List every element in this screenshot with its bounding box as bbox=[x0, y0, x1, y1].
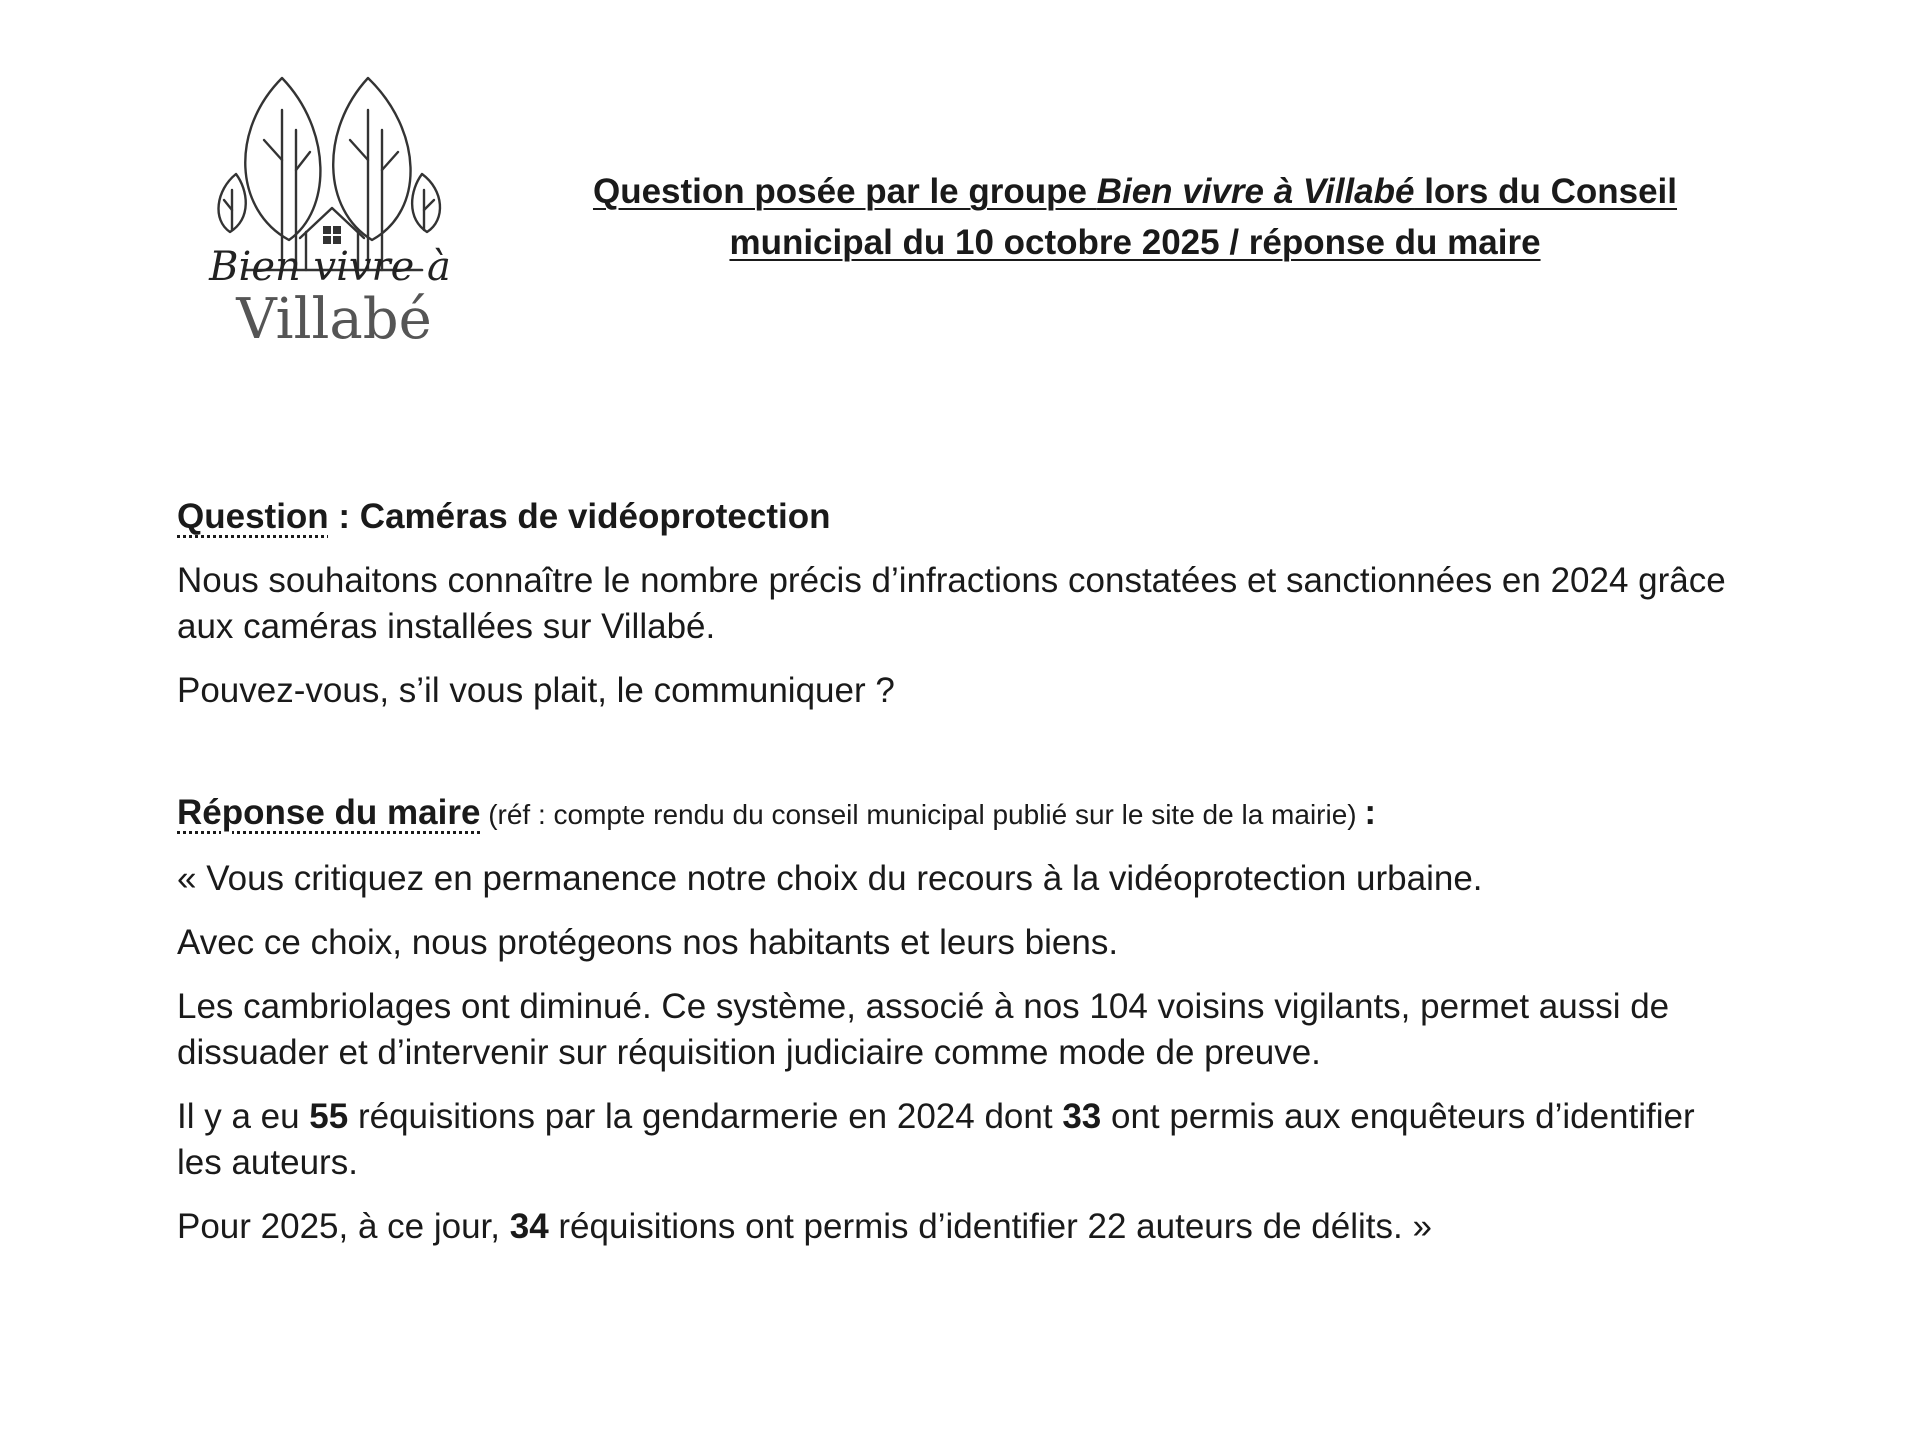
answer-p4-number-2: 33 bbox=[1062, 1097, 1102, 1136]
logo-line1: Bien vivre à bbox=[209, 244, 451, 290]
question-label: Question bbox=[177, 497, 329, 536]
logo bbox=[172, 70, 502, 352]
question-heading bbox=[177, 494, 1737, 540]
answer-p5-number: 34 bbox=[509, 1207, 549, 1246]
logo-line2: Villabé bbox=[236, 287, 432, 352]
title-part1: Question posée par le groupe bbox=[592, 172, 1097, 211]
answer-colon: : bbox=[1364, 793, 1377, 832]
answer-paragraph-4 bbox=[177, 1094, 1737, 1186]
answer-p4-a: Il y a eu bbox=[177, 1097, 310, 1136]
question-paragraph-2: Pouvez-vous, s’il vous plait, le communiquer ? bbox=[177, 671, 895, 710]
question-paragraph-1: Nous souhaitons connaître le nombre précis d’infractions constatées et sanctionnées en 2024 grâce aux caméras installées sur Villabé. bbox=[177, 561, 1726, 646]
answer-paragraph-1: « Vous critiquez en permanence notre choix du recours à la vidéoprotection urbaine. bbox=[177, 859, 1483, 898]
document-body bbox=[177, 494, 1737, 1268]
answer-heading bbox=[177, 790, 1737, 838]
answer-ref: (réf : compte rendu du conseil municipal publié sur le site de la mairie) bbox=[480, 799, 1365, 830]
title-group-name: Bien vivre à Villabé bbox=[1096, 172, 1415, 211]
question-subject: Caméras de vidéoprotection bbox=[359, 497, 831, 536]
page-title bbox=[520, 166, 1750, 268]
answer-p4-c: ont permis aux enquêteurs d’identifier les auteurs. bbox=[177, 1097, 1705, 1182]
answer-p5-a: Pour 2025, à ce jour, bbox=[177, 1207, 510, 1246]
answer-paragraph-2: Avec ce choix, nous protégeons nos habitants et leurs biens. bbox=[177, 923, 1119, 962]
question-separator: : bbox=[328, 497, 360, 536]
answer-p4-number-1: 55 bbox=[309, 1097, 349, 1136]
trees-house-icon bbox=[172, 70, 502, 352]
answer-paragraph-5 bbox=[177, 1204, 1737, 1250]
answer-p4-b: réquisitions par la gendarmerie en 2024 dont bbox=[348, 1097, 1063, 1136]
answer-p5-b: réquisitions ont permis d’identifier 22 auteurs de délits. » bbox=[548, 1207, 1432, 1246]
answer-paragraph-3: Les cambriolages ont diminué. Ce système, associé à nos 104 voisins vigilants, permet aussi de dissuader et d’intervenir sur réquisition judiciaire comme mode de preuve. bbox=[177, 987, 1670, 1072]
answer-label: Réponse du maire bbox=[177, 793, 481, 832]
title-part2: lors du Conseil municipal du 10 octobre 2025 / réponse du maire bbox=[729, 172, 1678, 262]
